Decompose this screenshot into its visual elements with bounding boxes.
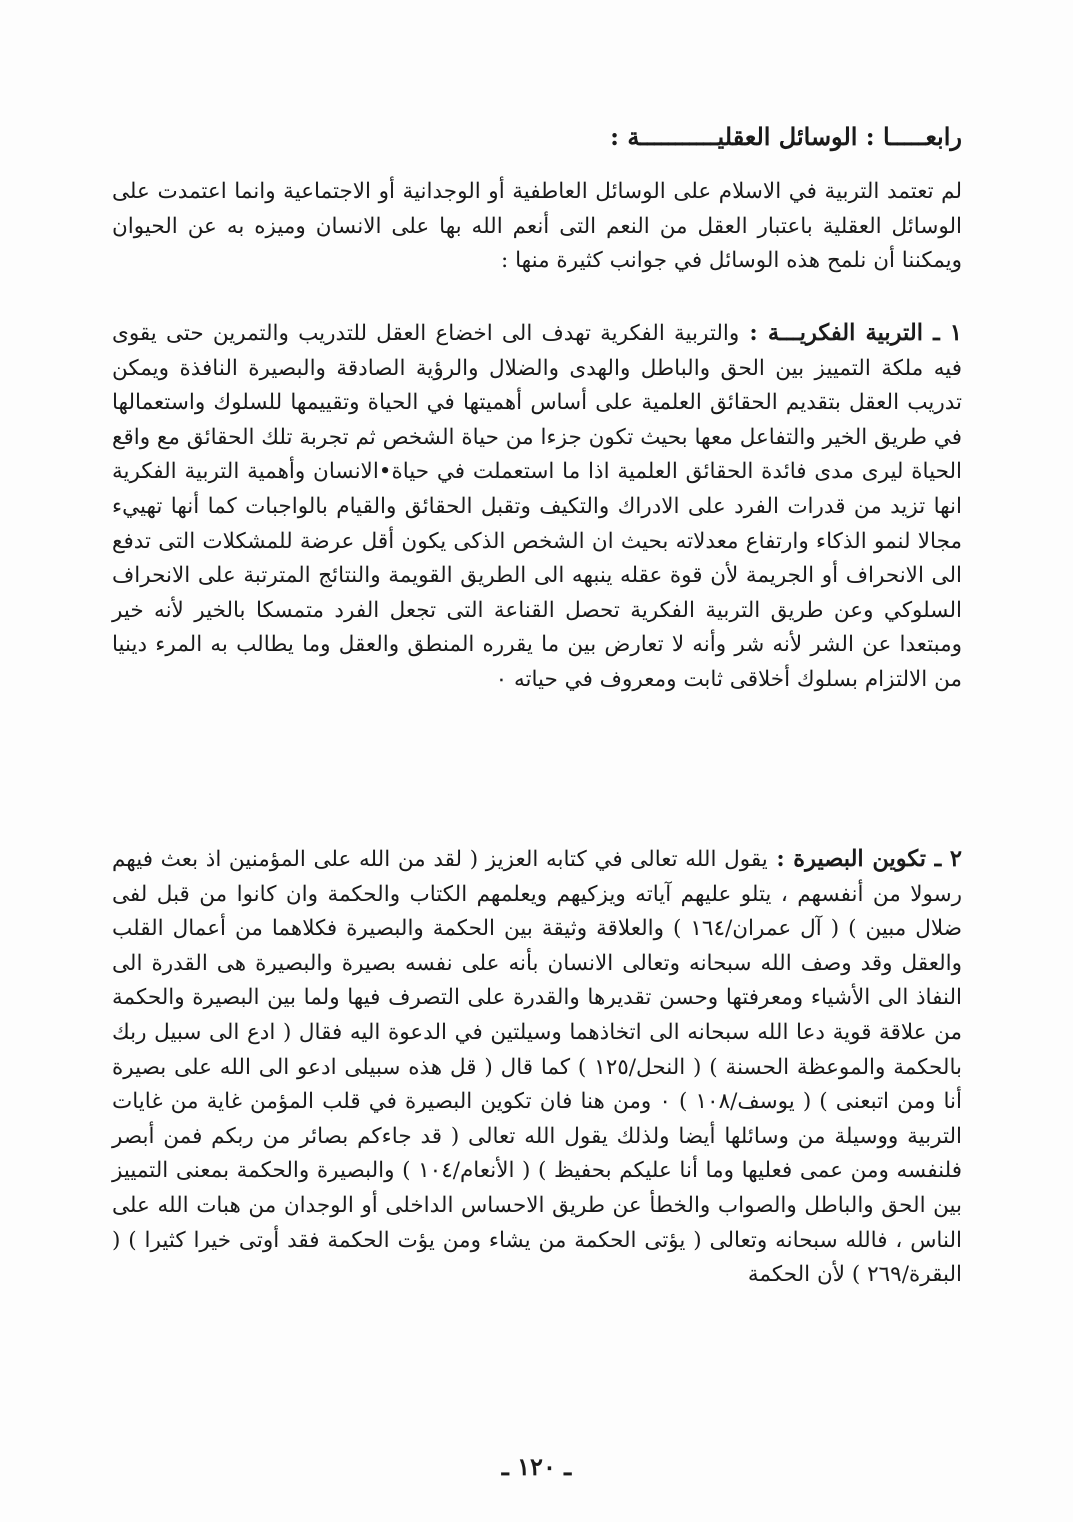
paragraph-lead: ٢ ـ تكوين البصيرة : xyxy=(767,846,962,872)
paragraph-text: يقول الله تعالى في كتابه العزيز ( لقد من الله على المؤمنين اذ بعث فيهم رسولا من أنفسهم ، يتلو عليهم آياته ويزكيهم ويعلمهم الكتاب والحكمة وان كانوا من قبل لفى ضلال مبين ) ( آل عمران/١٦٤ ) والعلاقة وثيقة بين الحكمة والبصيرة فكلاهما من أعمال القلب والعقل وقد وصف الله سبحانه وتعالى الانسان بأنه على نفسه بصيرة والبصيرة هى القدرة الى النفاذ الى الأشياء ومعرفتها وحسن تقديرها والقدرة على التصرف فيها ولما بين البصيرة والحكمة من علاقة قوية دعا الله سبحانه الى اتخاذهما وسيلتين في الدعوة اليه فقال ( ادع الى سبيل ربك بالحكمة والموعظة الحسنة ) ( النحل/١٢٥ ) كما قال ( قل هذه سبيلى ادعو الى الله على بصيرة أنا ومن اتبعنى ) ( يوسف/١٠٨ ) ٠ ومن هنا فان تكوين البصيرة في قلب المؤمن غاية من غايات التربية ووسيلة من وسائلها أيضا ولذلك يقول الله تعالى ( قد جاءكم بصائر من ربكم فمن أبصر فلنفسه ومن عمى فعليها وما أنا عليكم بحفيظ ) ( الأنعام/١٠٤ ) والبصيرة والحكمة بمعنى التمييز بين الحق والباطل والصواب والخطأ عن طريق الاحساس الداخلى أو الوجدان من هبات الله على الناس ، فالله سبحانه وتعالى ( يؤتى الحكمة من يشاء ومن يؤت الحكمة فقد أوتى خيرا كثيرا ) ( البقرة/٢٦٩ ) لأن الحكمة xyxy=(112,847,963,1288)
paragraph-intro xyxy=(112,174,962,279)
paragraph-intellectual-education xyxy=(112,316,962,698)
page-number: ـ ١٢٠ ـ xyxy=(501,1452,572,1481)
section-heading: رابعـــــا : الوسائل العقليـــــــــــة : xyxy=(610,122,962,151)
paragraph-text: والتربية الفكرية تهدف الى اخضاع العقل للتدريب والتمرين حتى يقوى فيه ملكة التمييز بين الحق والباطل والهدى والضلال والرؤية الصادقة والبصيرة النافذة ويمكن تدريب العقل بتقديم الحقائق العلمية على أساس أهميتها في الحياة وتقييمها للسلوك واستعمالها في طريق الخير والتفاعل معها بحيث تكون جزءا من حياة الشخص ثم تجربة تلك الحقائق مع واقع الحياة ليرى مدى فائدة الحقائق العلمية اذا ما استعملت في حياة•الانسان وأهمية التربية الفكرية انها تزيد من قدرات الفرد على الادراك والتكيف وتقبل الحقائق والقيام بالواجبات كما أنها تهييء مجالا لنمو الذكاء وارتفاع معدلاته بحيث ان الشخص الذكى يكون أقل عرضة للمشكلات التى تدفع الى الانحراف أو الجريمة لأن قوة عقله ينبهه الى الطريق القويمة والنتائج المترتبة على الانحراف السلوكي وعن طريق التربية الفكرية تحصل القناعة التى تجعل الفرد متمسكا بالخير لأنه خير ومبتعدا عن الشر لأنه شر وأنه لا تعارض بين ما يقرره المنطق والعقل وما يطالب به المرء دينيا من الالتزام بسلوك أخلاقى ثابت ومعروف في حياته ٠ xyxy=(112,321,962,692)
paragraph-text: لم تعتمد التربية في الاسلام على الوسائل العاطفية أو الوجدانية أو الاجتماعية وانما اعتمدت على الوسائل العقلية باعتبار العقل من النعم التى أنعم الله بها على الانسان وميزه به عن الحيوان ويمكننا أن نلمح هذه الوسائل في جوانب كثيرة منها : xyxy=(112,179,962,274)
paragraph-insight-formation xyxy=(112,842,962,1293)
paragraph-lead: ١ ـ التربية الفكريـــة : xyxy=(739,320,962,346)
